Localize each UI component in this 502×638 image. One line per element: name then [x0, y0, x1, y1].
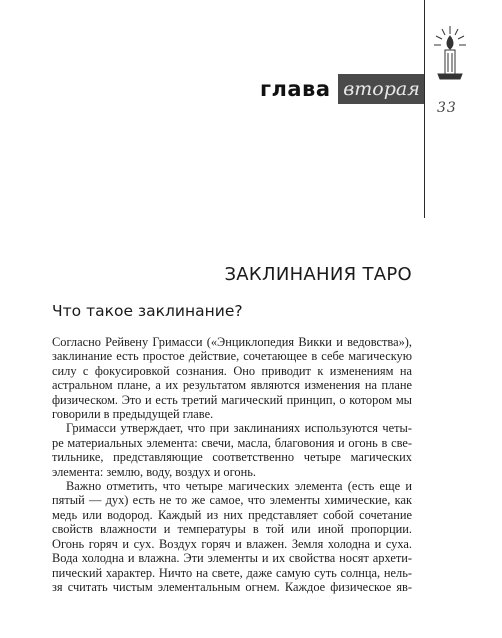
- chapter-number-box: [338, 74, 424, 104]
- text-line: Огонь горяч и сух. Воздух горяч и влажен. Земля холодна и суха.: [52, 536, 412, 551]
- text-line: Согласно Рейвену Гримасси («Энциклопедия Викки и ведовства»),: [52, 335, 412, 349]
- text-line: пятый — дух) есть не то же самое, что элементы химические, как: [52, 493, 412, 508]
- text-line: тильнике, представляющие соответственно четыре магических: [52, 450, 412, 465]
- text-line: силу с фокусировкой сознания. Оно приводит к изменениям на: [52, 363, 412, 378]
- body-text: [52, 335, 412, 594]
- text-line: зя считать чистым элементальным огнем. Каждое физическое яв-: [52, 579, 412, 594]
- text-line: физическом. Это и есть третий магический принцип, о котором мы: [52, 392, 412, 407]
- text-line: Важно отметить, что четыре магических элемента (есть еще и: [66, 479, 412, 494]
- candle-icon: [430, 24, 470, 82]
- text-line: ре материальных элемента: свечи, масла, благовония и огонь в све-: [52, 435, 412, 450]
- text-line: свойств влажности и температуры в той или иной пропорции.: [52, 522, 412, 537]
- page-number: 33: [437, 100, 457, 116]
- paragraph: [52, 335, 412, 421]
- text-line: пический характер. Ничто на свете, даже самую суть солнца, нель-: [52, 565, 412, 580]
- paragraph: [52, 421, 412, 479]
- text-line: астральном плане, а их результатом являются изменения на плане: [52, 378, 412, 393]
- text-line: говорили в предыдущей главе.: [52, 407, 214, 422]
- chapter-number-word: вторая: [343, 78, 420, 100]
- margin-vertical-rule: [424, 0, 425, 218]
- section-title: ЗАКЛИНАНИЯ ТАРО: [224, 264, 412, 285]
- text-line: медь или водород. Каждый из них представляет собой сочетание: [52, 507, 412, 522]
- text-line: элемента: землю, воду, воздух и огонь.: [52, 464, 256, 479]
- chapter-heading: [260, 74, 424, 104]
- text-line: Вода холодна и влажна. Эти элементы и их свойства носят архети-: [52, 551, 412, 566]
- subsection-title: Что такое заклинание?: [52, 302, 243, 320]
- chapter-word: глава: [260, 77, 331, 101]
- paragraph: [52, 479, 412, 594]
- text-line: Гримасси утверждает, что при заклинаниях используются четы-: [66, 421, 412, 436]
- text-line: заклинание есть простое действие, сочетающее в себе магическую: [52, 349, 412, 364]
